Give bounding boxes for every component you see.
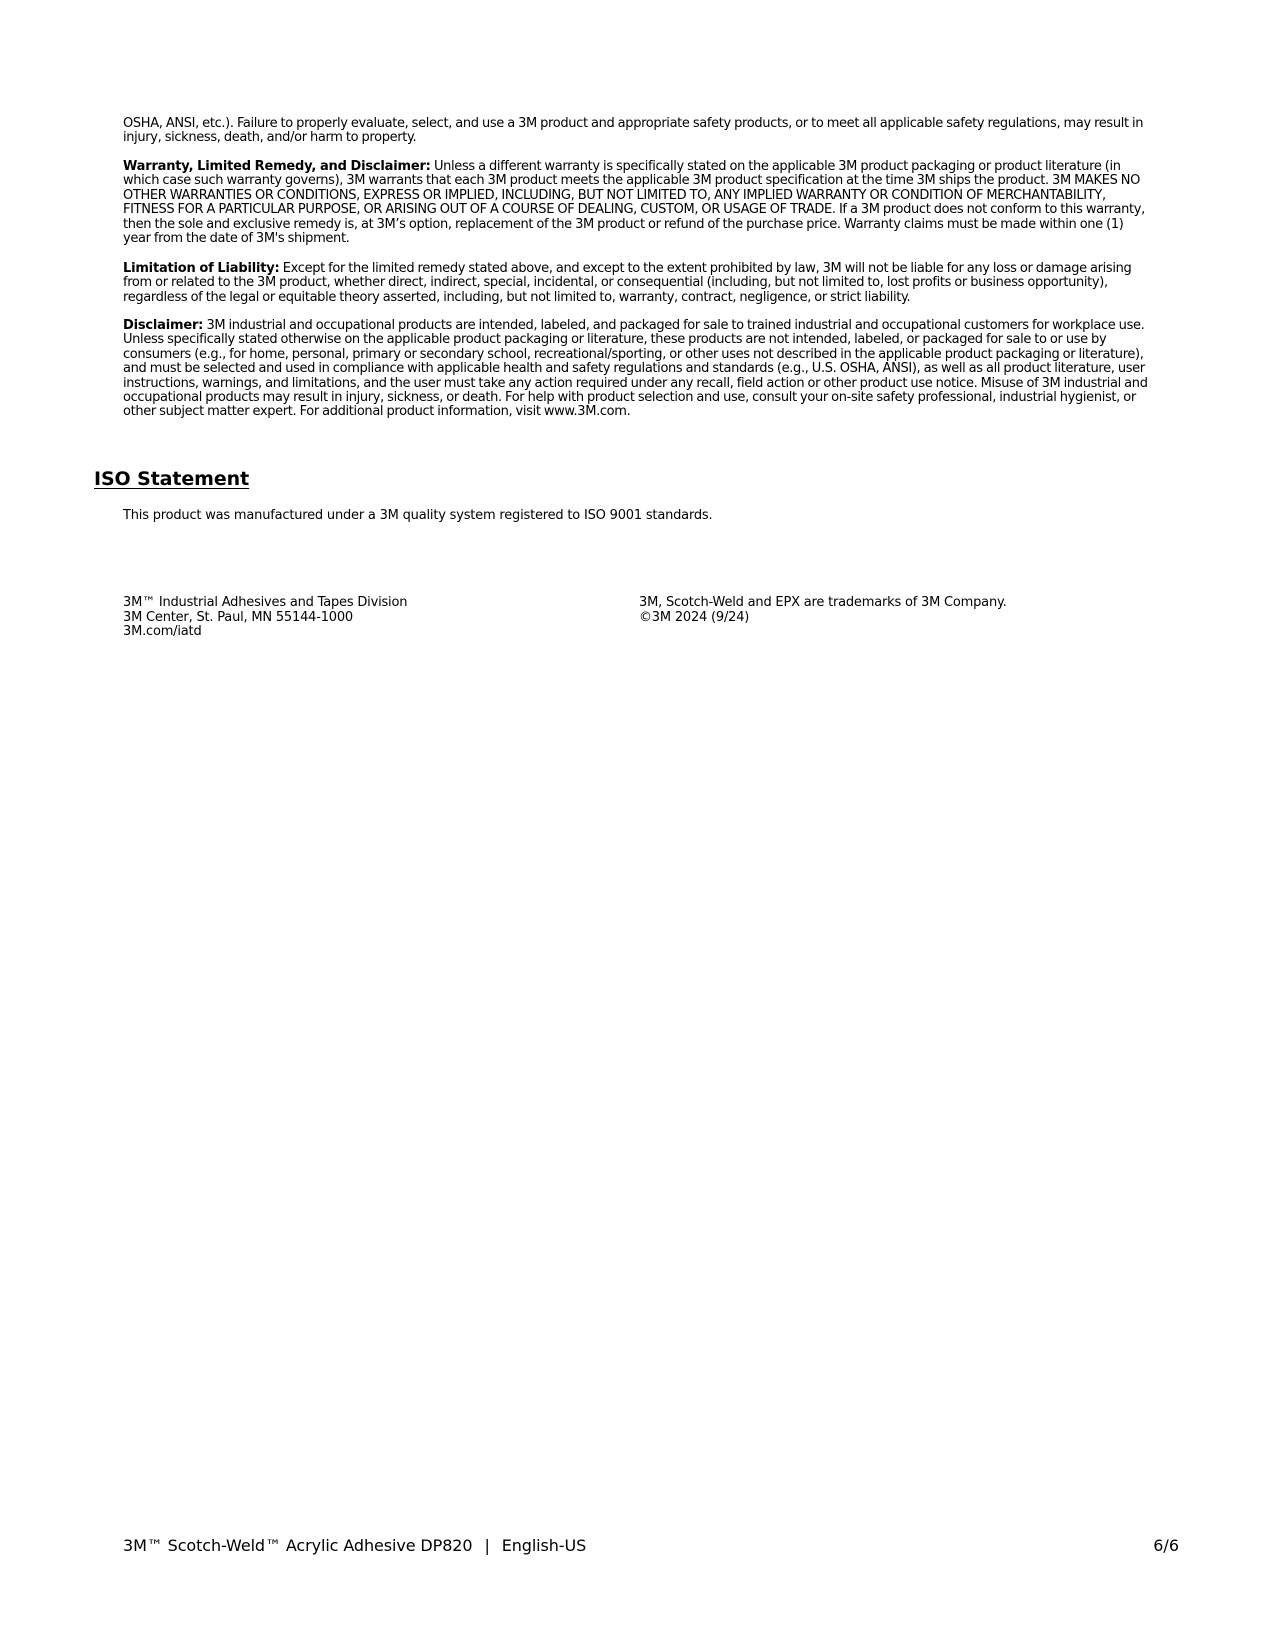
footer-product-name: 3M™ Scotch-Weld™ Acrylic Adhesive DP820 bbox=[123, 1536, 473, 1555]
footer-separator: | bbox=[484, 1536, 490, 1555]
footer-language: English-US bbox=[501, 1536, 587, 1555]
page-footer bbox=[123, 1536, 586, 1555]
warranty-paragraph bbox=[123, 160, 1153, 246]
page-number: 6/6 bbox=[1153, 1536, 1179, 1555]
iso-statement-text: This product was manufactured under a 3M quality system registered to ISO 9001 standards. bbox=[123, 508, 713, 523]
division-name: 3M™ Industrial Adhesives and Tapes Division bbox=[123, 595, 408, 610]
trademark-notice: 3M, Scotch-Weld and EPX are trademarks of 3M Company. bbox=[639, 595, 1007, 610]
safety-continuation-paragraph bbox=[123, 117, 1153, 146]
liability-paragraph bbox=[123, 262, 1153, 305]
division-address: 3M Center, St. Paul, MN 55144-1000 bbox=[123, 609, 353, 625]
copyright-notice: ©3M 2024 (9/24) bbox=[639, 609, 750, 625]
warranty-label: Warranty, Limited Remedy, and Disclaimer: bbox=[123, 159, 431, 174]
trademark-block bbox=[639, 596, 1007, 625]
iso-statement-heading: ISO Statement bbox=[94, 468, 250, 490]
disclaimer-text: 3M industrial and occupational products are intended, labeled, and packaged for sale to trained industrial and occupational customers for workplace use. Unless specifically stated otherwise on the applicable product packaging or literature, these products are not intended, labeled, or packaged for sale to or use by consumers (e.g., for home, personal, primary or secondary school, recreational/sporting, or other uses not described in the applicable product packaging or literature), and must be selected and used in compliance with applicable health and safety regulations and standards (e.g., U.S. OSHA, ANSI), as well as all product literature, user instructions, warnings, and limitations, and the user must take any action required under any recall, field action or other product use notice. Misuse of 3M industrial and occupational products may result in injury, sickness, or death. For help with product selection and use, consult your on-site safety professional, industrial hygienist, or other subject matter expert. For additional product information, visit www.3M.com. bbox=[123, 318, 1148, 420]
warranty-text: Unless a different warranty is specifically stated on the applicable 3M product packaging or product literature (in which case such warranty governs), 3M warrants that each 3M product meets the applicable 3M product specification at the time 3M ships the product. 3M MAKES NO OTHER WARRANTIES OR CONDITIONS, EXPRESS OR IMPLIED, INCLUDING, BUT NOT LIMITED TO, ANY IMPLIED WARRANTY OR CONDITION OF MERCHANTABILITY, FITNESS FOR A PARTICULAR PURPOSE, OR ARISING OUT OF A COURSE OF DEALING, CUSTOM, OR USAGE OF TRADE. If a 3M product does not conform to this warranty, then the sole and exclusive remedy is, at 3M’s option, replacement of the 3M product or refund of the purchase price. Warranty claims must be made within one (1) year from the date of 3M's shipment. bbox=[123, 159, 1145, 247]
liability-label: Limitation of Liability: bbox=[123, 261, 280, 276]
liability-text: Except for the limited remedy stated above, and except to the extent prohibited by law, 3M will not be liable for any loss or damage arising from or related to the 3M product, whether direct, indirect, special, incidental, or consequential (including, but not limited to, lost profits or business opportunity), regardless of the legal or equitable theory asserted, including, but not limited to, warranty, contract, negligence, or strict liability. bbox=[123, 261, 1132, 305]
safety-continuation-text: OSHA, ANSI, etc.). Failure to properly evaluate, select, and use a 3M product and appropriate safety products, or to meet all applicable safety regulations, may result in injury, sickness, death, and/or harm to property. bbox=[123, 116, 1144, 146]
disclaimer-label: Disclaimer: bbox=[123, 318, 204, 333]
division-website: 3M.com/iatd bbox=[123, 624, 202, 639]
disclaimer-paragraph bbox=[123, 319, 1153, 420]
contact-block bbox=[123, 596, 407, 640]
